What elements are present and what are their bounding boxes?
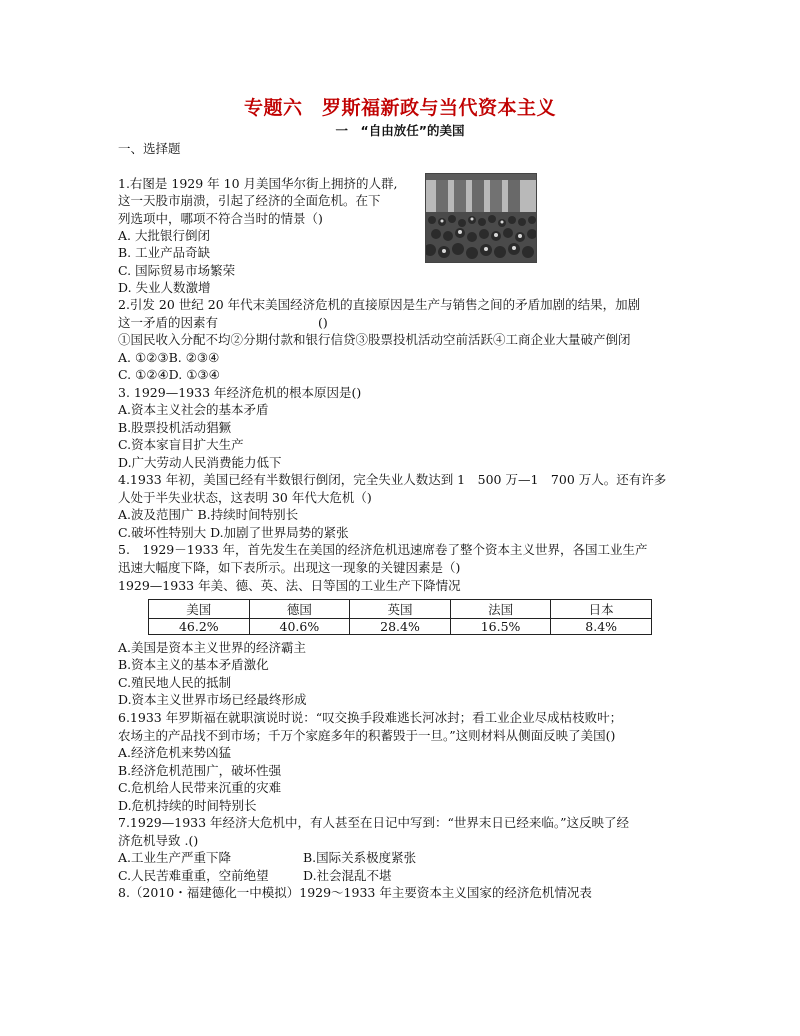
question-5-table-caption: 1929—1933 年美、德、英、法、日等国的工业生产下降情况 bbox=[118, 578, 461, 593]
question-2-line: 2.引发 20 世纪 20 年代末美国经济危机的直接原因是生产与销售之间的矛盾加剧的结果，加剧 bbox=[118, 297, 641, 312]
question-6-option: A.经济危机来势凶猛 bbox=[118, 745, 232, 760]
question-1-option: D. 失业人数激增 bbox=[118, 280, 211, 295]
question-2-line: ①国民收入分配不均②分期付款和银行信贷③股票投机活动空前活跃④工商企业大量破产倒闭 bbox=[118, 332, 631, 347]
table-header-cell: 英国 bbox=[350, 600, 451, 619]
crowd-photo-graphic bbox=[426, 174, 536, 262]
question-1-line: 列选项中，哪项不符合当时的情景（) bbox=[118, 211, 323, 226]
question-3-option: C.资本家盲目扩大生产 bbox=[118, 437, 244, 452]
question-3-option: A.资本主义社会的基本矛盾 bbox=[118, 402, 269, 417]
question-5-line: 迅速大幅度下降，如下表所示。出现这一现象的关键因素是（) bbox=[118, 560, 461, 575]
question-5-option: B.资本主义的基本矛盾激化 bbox=[118, 657, 269, 672]
section-heading: 一、选择题 bbox=[118, 141, 181, 156]
table-cell: 28.4% bbox=[350, 619, 451, 635]
page-title: 专题六 罗斯福新政与当代资本主义 bbox=[243, 97, 556, 119]
question-2-option: C. ①②④D. ①③④ bbox=[118, 367, 220, 382]
question-1-option: A. 大批银行倒闭 bbox=[118, 228, 210, 243]
question-7-option: A.工业生产严重下降 bbox=[118, 850, 232, 865]
question-5-option: C.殖民地人民的抵制 bbox=[118, 675, 232, 690]
table-cell: 8.4% bbox=[551, 619, 652, 635]
question-1-option: C. 国际贸易市场繁荣 bbox=[118, 263, 236, 278]
industrial-decline-table bbox=[148, 599, 652, 635]
question-1-line: 1.右图是 1929 年 10 月美国华尔街上拥挤的人群, bbox=[118, 176, 398, 191]
question-5-option: A.美国是资本主义世界的经济霸主 bbox=[118, 640, 307, 655]
table-cell: 16.5% bbox=[450, 619, 551, 635]
question-4-line: 人处于半失业状态，这表明 30 年代大危机（) bbox=[118, 490, 372, 505]
question-6-line: 6.1933 年罗斯福在就职演说时说：“叹交换手段难逃长河冰封；看工业企业尽成枯枝败叶； bbox=[118, 710, 623, 725]
table-cell: 46.2% bbox=[149, 619, 250, 635]
table-header-cell: 法国 bbox=[450, 600, 551, 619]
question-1-option: B. 工业产品奇缺 bbox=[118, 245, 211, 260]
table-header-cell: 德国 bbox=[249, 600, 350, 619]
table-header-cell: 美国 bbox=[149, 600, 250, 619]
question-6-option: B.经济危机范围广，破坏性强 bbox=[118, 763, 282, 778]
wall-street-crowd-photo bbox=[425, 173, 537, 263]
question-6-option: C.危机给人民带来沉重的灾难 bbox=[118, 780, 282, 795]
question-2-line: 这一矛盾的因素有 () bbox=[118, 315, 328, 330]
question-3-line: 3. 1929—1933 年经济危机的根本原因是() bbox=[118, 385, 362, 400]
question-3-option: D.广大劳动人民消费能力低下 bbox=[118, 455, 282, 470]
table-header-cell: 日本 bbox=[551, 600, 652, 619]
question-2-option: A. ①②③B. ②③④ bbox=[118, 350, 220, 365]
question-3-option: B.股票投机活动猖獗 bbox=[118, 420, 232, 435]
question-7-option: B.国际关系极度紧张 bbox=[303, 850, 417, 865]
question-6-option: D.危机持续的时间特别长 bbox=[118, 798, 257, 813]
question-5-option: D.资本主义世界市场已经最终形成 bbox=[118, 692, 307, 707]
table-cell: 40.6% bbox=[249, 619, 350, 635]
page-subtitle: 一 “自由放任”的美国 bbox=[335, 123, 465, 138]
question-4-line: 4.1933 年初，美国已经有半数银行倒闭，完全失业人数达到 1 500 万—1 700 万人。还有许多 bbox=[118, 472, 667, 487]
question-4-option: C.破坏性特别大 D.加剧了世界局势的紧张 bbox=[118, 525, 349, 540]
table-row bbox=[149, 619, 652, 635]
question-6-line: 农场主的产品找不到市场；千万个家庭多年的积蓄毁于一旦。”这则材料从侧面反映了美国() bbox=[118, 728, 616, 743]
question-1-line: 这一天股市崩溃，引起了经济的全面危机。在下 bbox=[118, 193, 381, 208]
question-7-option: D.社会混乱不堪 bbox=[303, 868, 392, 883]
table-header-row bbox=[149, 600, 652, 619]
question-8-line: 8.（2010・福建德化一中模拟）1929～1933 年主要资本主义国家的经济危机情况表 bbox=[118, 885, 592, 900]
question-7-line: 济危机导致 .() bbox=[118, 833, 199, 848]
question-7-option: C.人民苦难重重，空前绝望 bbox=[118, 868, 269, 883]
question-4-option: A.波及范围广 B.持续时间特别长 bbox=[118, 507, 299, 522]
question-5-line: 5. 1929－1933 年，首先发生在美国的经济危机迅速席卷了整个资本主义世界，各国工业生产 bbox=[118, 542, 648, 557]
question-7-line: 7.1929—1933 年经济大危机中，有人甚至在日记中写到：“世界末日已经来临。”这反映了经 bbox=[118, 815, 630, 830]
